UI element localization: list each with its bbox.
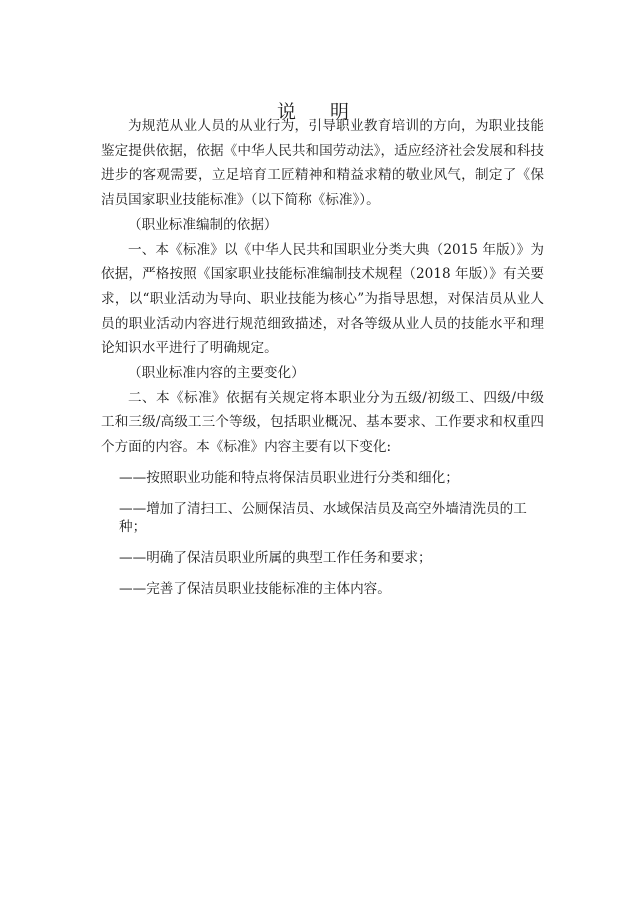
intro-paragraph: 为规范从业人员的从业行为，引导职业教育培训的方向，为职业技能鉴定提供依据，依据《中华人民共和国劳动法》，适应经济社会发展和科技进步的客观需要，立足培育工匠精神和精益求精的敬业风气，制定了《保洁员国家职业技能标准》（以下简称《标准》）。 [101, 118, 544, 209]
page-title: 说 明 [276, 100, 364, 123]
change-item: ——明确了保洁员职业所属的典型工作任务和要求； [119, 549, 432, 566]
section-heading-basis: （职业标准编制的依据） [128, 216, 278, 233]
section-paragraph-basis: 一、本《标准》以《中华人民共和国职业分类大典（2015 年版）》为依据，严格按照《国家职业技能标准编制技术规程（2018 年版）》有关要求，以“职业活动为导向、职业技能为核心”为指导思想，对保洁员从业人员的职业活动内容进行规范细致描述，对各等级从业人员的技能水平和理论知识水平进行了明确规定。 [101, 241, 544, 357]
change-item: ——完善了保洁员职业技能标准的主体内容。 [119, 580, 391, 597]
section-heading-changes: （职业标准内容的主要变化） [128, 365, 305, 382]
change-item: ——按照职业功能和特点将保洁员职业进行分类和细化； [119, 469, 459, 486]
document-body [101, 114, 544, 611]
section-paragraph-changes: 二、本《标准》依据有关规定将本职业分为五级/初级工、四级/中级工和三级/高级工三个等级，包括职业概况、基本要求、工作要求和权重四个方面的内容。本《标准》内容主要有以下变化: [101, 389, 544, 456]
change-item: ——增加了清扫工、公厕保洁员、水域保洁员及高空外墙清洗员的工种； [119, 500, 527, 535]
changes-list [101, 469, 544, 598]
